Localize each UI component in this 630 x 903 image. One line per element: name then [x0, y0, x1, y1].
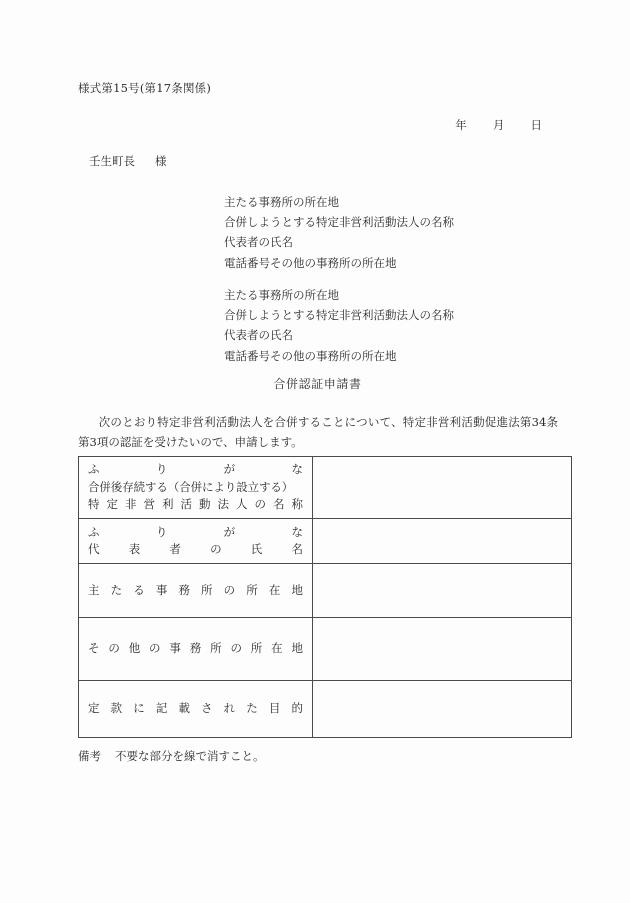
form-number-heading: 様式第15号(第17条関係)	[78, 81, 212, 95]
representative-name-label: 代表者の氏名	[88, 542, 303, 556]
surviving-corporation-label: 合併後存続する（合併により設立する）	[88, 479, 294, 494]
table-row-corporation-name	[79, 457, 572, 519]
furigana-label-2: ふりがな	[88, 524, 303, 539]
document-title: 合併認証申請書	[273, 377, 362, 391]
label-other-offices-address	[79, 618, 313, 681]
table-row-representative-name	[79, 519, 572, 564]
date-day-label: 日	[530, 118, 542, 132]
input-representative-name[interactable]	[313, 519, 572, 564]
label-representative-name	[79, 519, 313, 564]
application-details-table	[78, 456, 572, 738]
label-main-office-address	[79, 564, 313, 618]
date-month-label: 月	[492, 118, 505, 132]
remarks-text: 不要な部分を線で消すこと。	[115, 749, 265, 763]
applicant-1-corporation-name: 合併しようとする特定非営利活動法人の名称	[224, 215, 454, 230]
input-other-offices-address[interactable]	[313, 618, 572, 681]
applicant-2-phone-and-other-offices: 電話番号その他の事務所の所在地	[224, 348, 397, 363]
addressee-line	[89, 153, 167, 169]
application-statement-paragraph: 次のとおり特定非営利活動法人を合併することについて、特定非営利活動促進法第34条第3項の認証を受けたいので、申請します。	[78, 415, 558, 449]
npo-corporation-name-label: 特定非営利活動法人の名称	[88, 497, 303, 512]
applicant-2-representative-name: 代表者の氏名	[224, 328, 293, 343]
label-articles-purpose	[79, 681, 313, 738]
input-corporation-name[interactable]	[313, 457, 572, 519]
addressee-honorific: 様	[155, 154, 167, 168]
articles-purpose-label: 定款に記載された目的	[88, 701, 303, 716]
addressee-recipient: 壬生町長	[89, 154, 135, 168]
input-main-office-address[interactable]	[313, 564, 572, 618]
table-row-main-office-address	[79, 564, 572, 618]
applicant-2-corporation-name: 合併しようとする特定非営利活動法人の名称	[224, 308, 454, 323]
date-line	[78, 117, 553, 133]
other-offices-address-label: その他の事務所の所在地	[88, 641, 303, 656]
applicant-block-1	[224, 192, 454, 273]
date-year-label: 年	[455, 118, 467, 132]
applicant-block-2	[224, 285, 454, 366]
table-row-articles-purpose	[79, 681, 572, 738]
application-statement	[78, 413, 558, 452]
applicant-1-phone-and-other-offices: 電話番号その他の事務所の所在地	[224, 255, 397, 270]
remarks-note	[78, 748, 265, 764]
label-corporation-name	[79, 457, 313, 519]
main-office-address-label: 主たる事務所の所在地	[88, 582, 303, 597]
applicant-2-main-office-address: 主たる事務所の所在地	[224, 288, 339, 302]
remarks-label: 備考	[78, 749, 101, 763]
table-row-other-offices-address	[79, 618, 572, 681]
input-articles-purpose[interactable]	[313, 681, 572, 738]
applicant-1-main-office-address: 主たる事務所の所在地	[224, 195, 339, 209]
applicant-1-representative-name: 代表者の氏名	[224, 235, 293, 250]
furigana-label-1: ふりがな	[88, 462, 303, 477]
